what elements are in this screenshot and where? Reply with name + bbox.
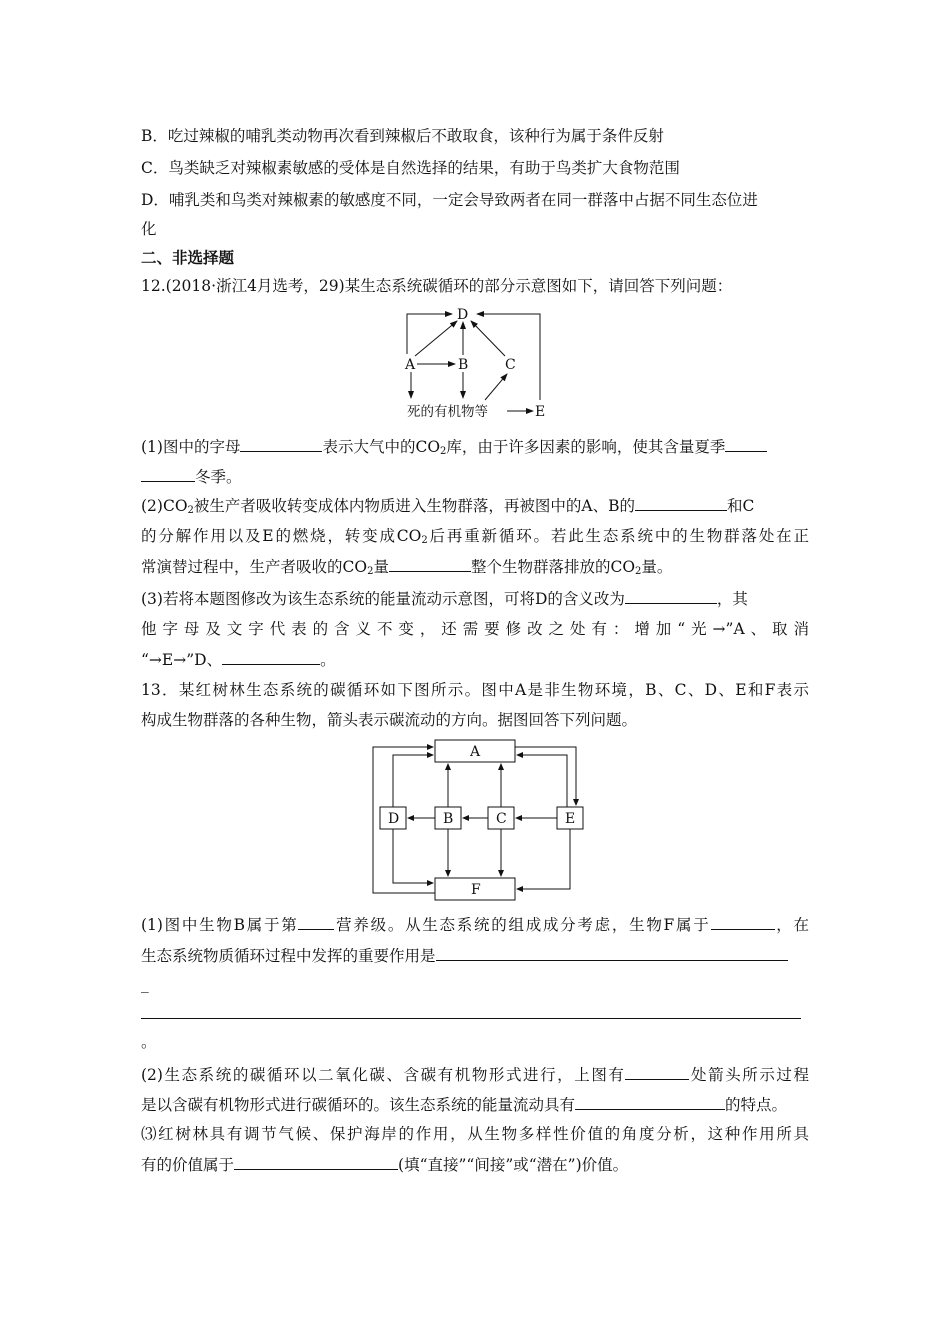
question-13-stem-line2: 构成生物群落的各种生物，箭头表示碳流动的方向。据图回答下列问题。 [141, 711, 638, 729]
option-c: C．鸟类缺乏对辣椒素敏感的受体是自然选择的结果，有助于鸟类扩大食物范围 [141, 159, 680, 177]
q12-part2-line3: 常演替过程中，生产者吸收的$CO_2$量 整个生物群落排放的$CO_2$量。 [141, 558, 673, 577]
q13-part3-line1: ⑶红树林具有调节气候、保护海岸的作用，从生物多样性价值的角度分析，这种作用所具 [141, 1125, 809, 1143]
option-d-line2: 化 [141, 220, 157, 238]
dead-organic-matter: 死的有机物等 [407, 404, 488, 420]
option-b: B．吃过辣椒的哺乳类动物再次看到辣椒后不敢取食，该种行为属于条件反射 [141, 127, 664, 145]
q12-part3-line3: “→E→”D、 。 [141, 651, 336, 669]
q12-part1-line1: (1)图中的字母 表示大气中的$CO_2$库，由于许多因素的影响，使其含量夏季 [141, 436, 767, 457]
node-e: E [565, 811, 576, 827]
option-d-line1: D．哺乳类和鸟类对辣椒素的敏感度不同，一定会导致两者在同一群落中占据不同生态位进 [141, 191, 758, 209]
node-d: D [457, 307, 469, 323]
q13-part1-line4: 。 [141, 1033, 157, 1051]
q13-part1-line3: _ [141, 975, 149, 993]
q13-part3-line2: 有的价值属于 (填“直接”“间接”或“潜在”)价值。 [141, 1156, 629, 1174]
q12-part3-line1: (3)若将本题图修改为该生态系统的能量流动示意图，可将D的含义改为 ，其 [141, 590, 748, 608]
question-12-stem: 12.(2018·浙江4月选考，29)某生态系统碳循环的部分示意图如下，请回答下列问题： [141, 277, 733, 295]
node-a: A [405, 357, 416, 373]
carbon-cycle-diagram-2 [368, 735, 588, 903]
q13-part2-line1: (2)生态系统的碳循环以二氧化碳、含碳有机物形式进行，上图有 处箭头所示过程 [141, 1066, 809, 1084]
node-b: B [458, 357, 469, 373]
carbon-cycle-diagram-1 [395, 300, 565, 424]
node-d: D [388, 811, 400, 827]
q13-part1-answer-line [141, 1018, 801, 1019]
q12-part2-line1: $(2)CO_2$被生产者吸收转变成体内物质进入生物群落，再被图中的A、B的 和C [141, 497, 755, 516]
q12-part2-line2: 的分解作用以及E的燃烧，转变成$CO_2$后再重新循环。若此生态系统中的生物群落处在正 [141, 527, 809, 546]
node-e: E [535, 404, 546, 420]
question-13-stem-line1: 13．某红树林生态系统的碳循环如下图所示。图中A是非生物环境，B、C、D、E和F表示 [141, 681, 809, 699]
node-c: C [505, 357, 516, 373]
q12-part1-line2: 冬季。 [141, 466, 242, 487]
section-heading: 二、非选择题 [141, 248, 235, 267]
q13-part1-line1: (1)图中生物B属于第 营养级。从生态系统的组成成分考虑，生物F属于 ，在 [141, 916, 809, 934]
node-b: B [443, 811, 454, 827]
node-c: C [496, 811, 507, 827]
node-f: F [471, 882, 481, 898]
q13-part1-line2: 生态系统物质循环过程中发挥的重要作用是 [141, 945, 788, 966]
q13-part2-line2: 是以含碳有机物形式进行碳循环的。该生态系统的能量流动具有 的特点。 [141, 1096, 788, 1114]
q12-part3-line2: 他字母及文字代表的含义不变，还需要修改之处有：增加“光→”A、取消 [141, 620, 809, 638]
node-a: A [470, 744, 481, 760]
